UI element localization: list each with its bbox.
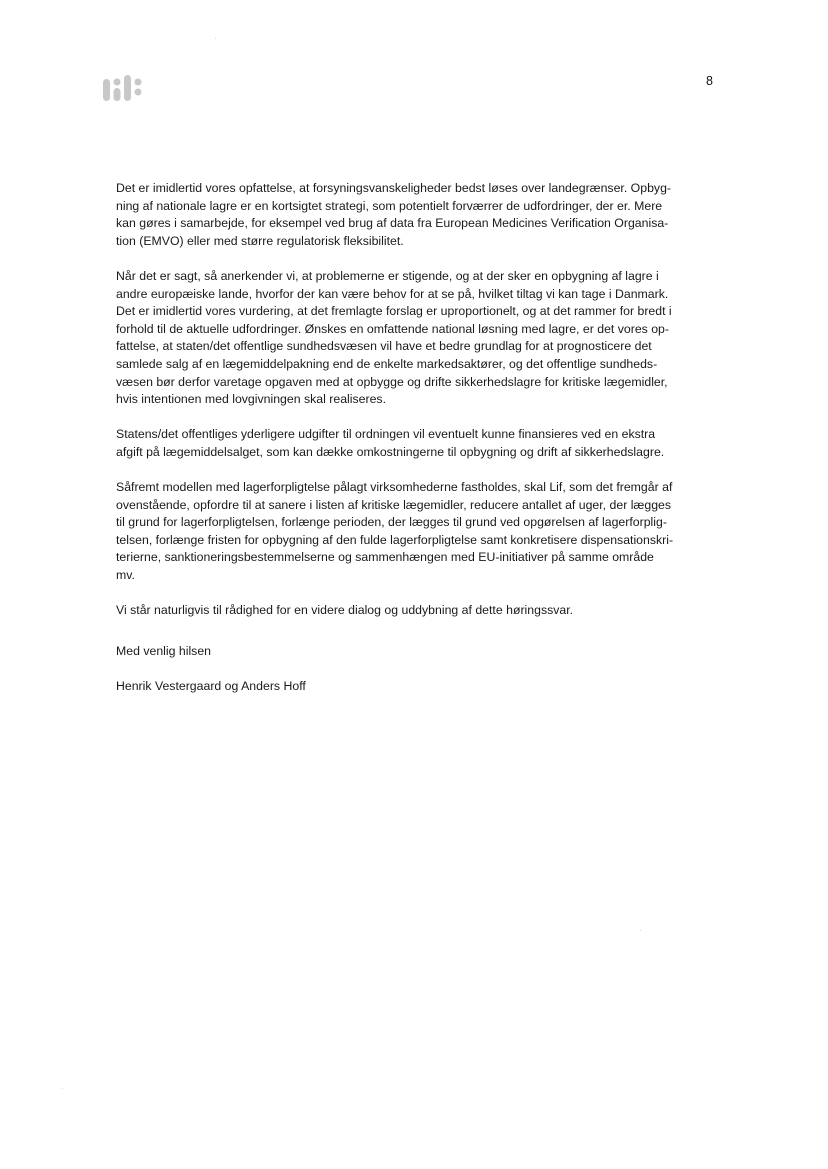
signature: Henrik Vestergaard og Anders Hoff bbox=[116, 679, 306, 694]
scan-speck bbox=[215, 38, 216, 39]
paragraph-1: Det er imidlertid vores opfattelse, at forsyningsvanskeligheder bedst løses over landegrænser. Opbyg- ning af nationale lagre er en kortsigtet strategi, som potentielt forværrer de udfordringer, der er. Mere kan gøres i samarbejde, for eksempel ved brug af data fra European Medicines Verification Organisa- tion (EMVO) eller med større regulatorisk fleksibilitet. bbox=[116, 181, 671, 248]
closing-greeting: Med venlig hilsen bbox=[116, 643, 212, 658]
paragraph-2: Når det er sagt, så anerkender vi, at problemerne er stigende, og at der sker en opbygning af lagre i andre europæiske lande, hvorfor der kan være behov for at se på, hvilket tiltag vi kan tage i Danmark. Det er imidlertid vores vurdering, at det fremlagte forslag er uproportionelt, og at det rammer for bredt i forhold til de aktuelle udfordringer. Ønskes en omfattende national løsning med lagre, er det vores op- fattelse, at staten/det offentlige sundhedsvæsen vil have et bedre grundlag for at prognosticere det samlede salg af en lægemiddelpakning end de enkelte markedsaktører, og det offentlige sundheds- væsen bør derfor varetage opgaven med at opbygge og drifte sikkerhedslagre for kritiske lægemidler, hvis intentionen med lovgivningen skal realiseres. bbox=[116, 268, 672, 407]
page-number: 8 bbox=[706, 74, 713, 88]
scan-speck bbox=[62, 1088, 63, 1089]
paragraph-5: Vi står naturligvis til rådighed for en videre dialog og uddybning af dette høringssvar. bbox=[116, 603, 574, 618]
scan-speck bbox=[640, 930, 641, 931]
paragraph-3: Statens/det offentliges yderligere udgifter til ordningen vil eventuelt kunne finansieres ved en ekstra afgift på lægemiddelsalget, som kan dække omkostningerne til opbygning og drift af sikkerhedslagre. bbox=[116, 427, 665, 459]
paragraph-4: Såfremt modellen med lagerforpligtelse pålagt virksomhederne fastholdes, skal Lif, som det fremgår af ovenstående, opfordre til at sanere i listen af kritiske lægemidler, reducere antallet af uger, der lægges til grund for lagerforpligtelsen, forlænge perioden, der lægges til grund ved opgørelsen af lagerforplig- telsen, forlænge fristen for opbygning af den fulde lagerforpligtelse samt konkretisere dispensationskri- terierne, sanktioneringsbestemmelserne og sammenhængen med EU-initiativer på samme område mv. bbox=[116, 480, 674, 583]
lif-logo-icon bbox=[103, 75, 153, 103]
letter-body bbox=[116, 180, 724, 713]
